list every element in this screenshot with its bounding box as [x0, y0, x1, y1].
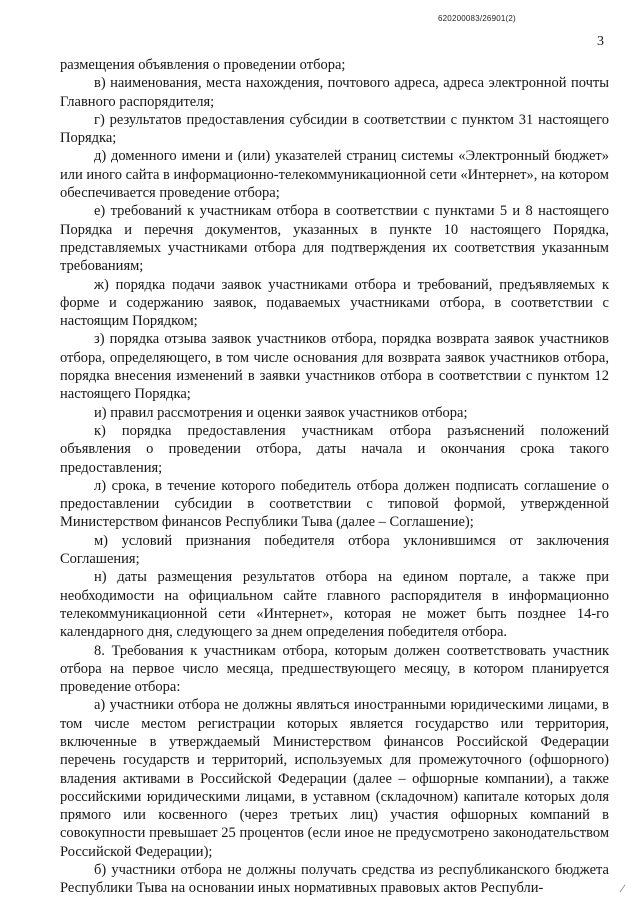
paragraph: л) срока, в течение которого победитель отбора должен подписать соглашение о предоставлении субсидии в соответствии с типовой формой, утвержденной Министерством финансов Республики Тыва (далее – Соглашение); [60, 477, 609, 531]
paragraph: и) правил рассмотрения и оценки заявок участников отбора; [94, 404, 468, 421]
paragraph: в) наименования, места нахождения, почтового адреса, адреса электронной почты Главного распорядителя; [60, 75, 609, 110]
paragraph: размещения объявления о проведении отбора; [60, 57, 346, 73]
paragraph: 8. Требования к участникам отбора, которым должен соответствовать участник отбора на первое число месяца, предшествующего месяцу, в котором планируется проведение отбора: [60, 642, 609, 696]
paragraph: б) участники отбора не должны получать средства из республиканского бюджета Республики Тыва на основании иных нормативных правовых актов Республи- [60, 862, 609, 897]
paragraph: е) требований к участникам отбора в соответствии с пунктами 5 и 8 настоящего Порядка и перечня документов, указанных в пункте 10 настоящего Порядка, представляемых участниками отбора для подтверждения их соответствия указанным требованиям; [60, 203, 609, 275]
scan-mark [620, 885, 626, 893]
paragraph: а) участники отбора не должны являться иностранными юридическими лицами, в том числе местом регистрации которых является государство или территория, включенные в утверждаемый Министерством финансов Российской Федерации перечень государств и территорий, используемых для промежуточного (офшорного) владения активами в Российской Федерации (далее – офшорные компании), а также российскими юридическими лицами, в уставном (складочном) капитале которых доля прямого или косвенного (через третьих лиц) участия офшорных компаний в совокупности превышает 25 процентов (если иное не предусмотрено законодательством Российской Федерации); [60, 697, 609, 860]
document-body [60, 56, 609, 898]
document-code: 620200083/26901(2) [438, 14, 516, 23]
page-number: 3 [597, 34, 604, 49]
paragraph: г) результатов предоставления субсидии в соответствии с пунктом 31 настоящего Порядка; [60, 111, 609, 147]
paragraph: д) доменного имени и (или) указателей страниц системы «Электронный бюджет» или иного сайта в информационно-телекоммуникационной сети «Интернет», на котором обеспечивается проведение отбора; [60, 148, 609, 202]
paragraph: з) порядка отзыва заявок участников отбора, порядка возврата заявок участников отбора, определяющего, в том числе основания для возврата заявок участников отбора, порядка внесения изменений в заявки участников отбора в соответствии с пунктом 12 настоящего Порядка; [60, 331, 609, 403]
paragraph: н) даты размещения результатов отбора на едином портале, а также при необходимости на официальном сайте главного распорядителя в информационно телекоммуникационной сети «Интернет», которая не может быть позднее 14-го календарного дня, следующего за днем определения победителя отбора. [60, 569, 609, 641]
paragraph: м) условий признания победителя отбора уклонившимся от заключения Соглашения; [60, 532, 609, 568]
paragraph: к) порядка предоставления участникам отбора разъяснений положений объявления о проведении отбора, даты начала и окончания срока такого предоставления; [60, 422, 609, 476]
paragraph: ж) порядка подачи заявок участниками отбора и требований, предъявляемых к форме и содержанию заявок, подаваемых участниками отбора, в соответствии с настоящим Порядком; [60, 276, 609, 330]
